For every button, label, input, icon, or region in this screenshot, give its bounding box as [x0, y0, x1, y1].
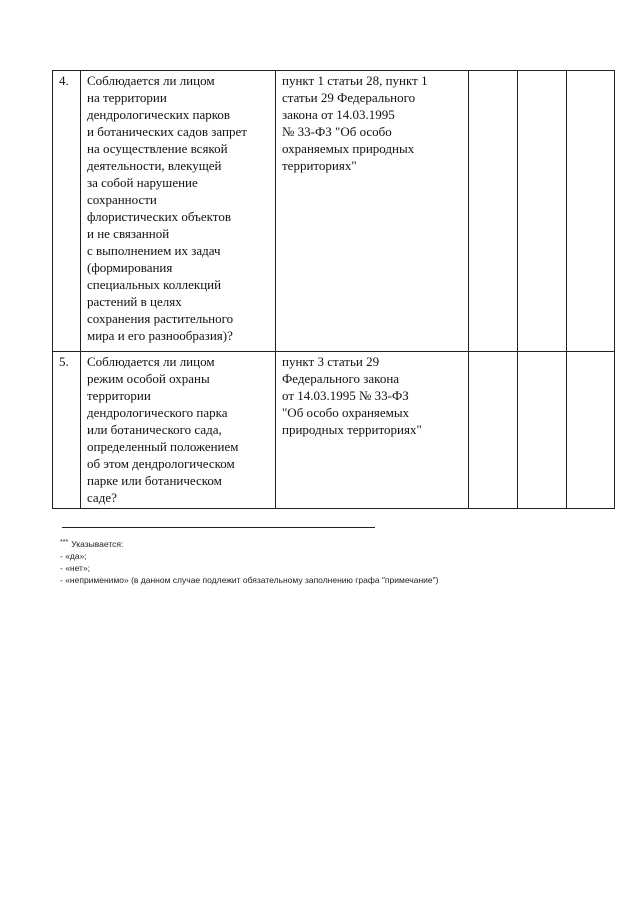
question-line: Соблюдается ли лицом: [87, 354, 215, 369]
question-line: с выполнением их задач: [87, 243, 221, 258]
question-line: сохранности: [87, 192, 157, 207]
legal-reference-line: закона от 14.03.1995: [282, 107, 395, 122]
footnote-mark: ***: [60, 539, 69, 546]
question-line: режим особой охраны: [87, 371, 210, 386]
question-line: мира и его разнообразия)?: [87, 328, 233, 343]
row-number: 4.: [53, 71, 81, 352]
answer-not-applicable-cell: [567, 352, 615, 509]
legal-reference-line: "Об особо охраняемых: [282, 405, 410, 420]
legal-reference-cell: [276, 71, 469, 352]
question-line: деятельности, влекущей: [87, 158, 222, 173]
legal-reference-line: природных территориях": [282, 422, 422, 437]
row-number: 5.: [53, 352, 81, 509]
question-line: территории: [87, 388, 151, 403]
answer-yes-cell: [469, 352, 518, 509]
question-line: и ботанических садов запрет: [87, 124, 247, 139]
legal-reference-line: № 33-ФЗ "Об особо: [282, 124, 392, 139]
footnote-separator: [62, 527, 375, 528]
legal-reference-line: от 14.03.1995 № 33-ФЗ: [282, 388, 409, 403]
footnote-line: - «да»;: [60, 551, 87, 561]
answer-yes-cell: [469, 71, 518, 352]
question-line: парке или ботаническом: [87, 473, 222, 488]
question-line: специальных коллекций: [87, 277, 222, 292]
legal-reference-line: статьи 29 Федерального: [282, 90, 416, 105]
question-line: или ботанического сада,: [87, 422, 222, 437]
answer-no-cell: [518, 71, 567, 352]
question-line: сохранения растительного: [87, 311, 234, 326]
legal-reference-line: охраняемых природных: [282, 141, 415, 156]
legal-reference-line: пункт 3 статьи 29: [282, 354, 380, 369]
question-cell: [81, 71, 276, 352]
answer-not-applicable-cell: [567, 71, 615, 352]
answer-no-cell: [518, 352, 567, 509]
question-line: за собой нарушение: [87, 175, 198, 190]
table-row: [53, 71, 615, 352]
question-line: саде?: [87, 490, 117, 505]
question-line: растений в целях: [87, 294, 182, 309]
question-line: об этом дендрологическом: [87, 456, 235, 471]
question-line: дендрологических парков: [87, 107, 231, 122]
footnote-line: - «неприменимо» (в данном случае подлежит обязательному заполнению графа "примечание"): [60, 575, 439, 585]
question-line: на территории: [87, 90, 167, 105]
legal-reference-line: Федерального закона: [282, 371, 400, 386]
question-line: (формирования: [87, 260, 173, 275]
legal-reference-line: территориях": [282, 158, 357, 173]
question-line: определенный положением: [87, 439, 239, 454]
footnote-text: Указывается:: [71, 539, 124, 549]
legal-reference-line: пункт 1 статьи 28, пункт 1: [282, 73, 428, 88]
question-line: дендрологического парка: [87, 405, 228, 420]
table-row: [53, 352, 615, 509]
question-line: флористических объектов: [87, 209, 231, 224]
question-line: Соблюдается ли лицом: [87, 73, 215, 88]
question-line: на осуществление всякой: [87, 141, 228, 156]
question-line: и не связанной: [87, 226, 170, 241]
question-cell: [81, 352, 276, 509]
footnote-line: [60, 537, 600, 550]
legal-reference-cell: [276, 352, 469, 509]
footnote-line: - «нет»;: [60, 563, 91, 573]
checklist-table: [52, 70, 615, 509]
footnotes: [60, 537, 600, 586]
